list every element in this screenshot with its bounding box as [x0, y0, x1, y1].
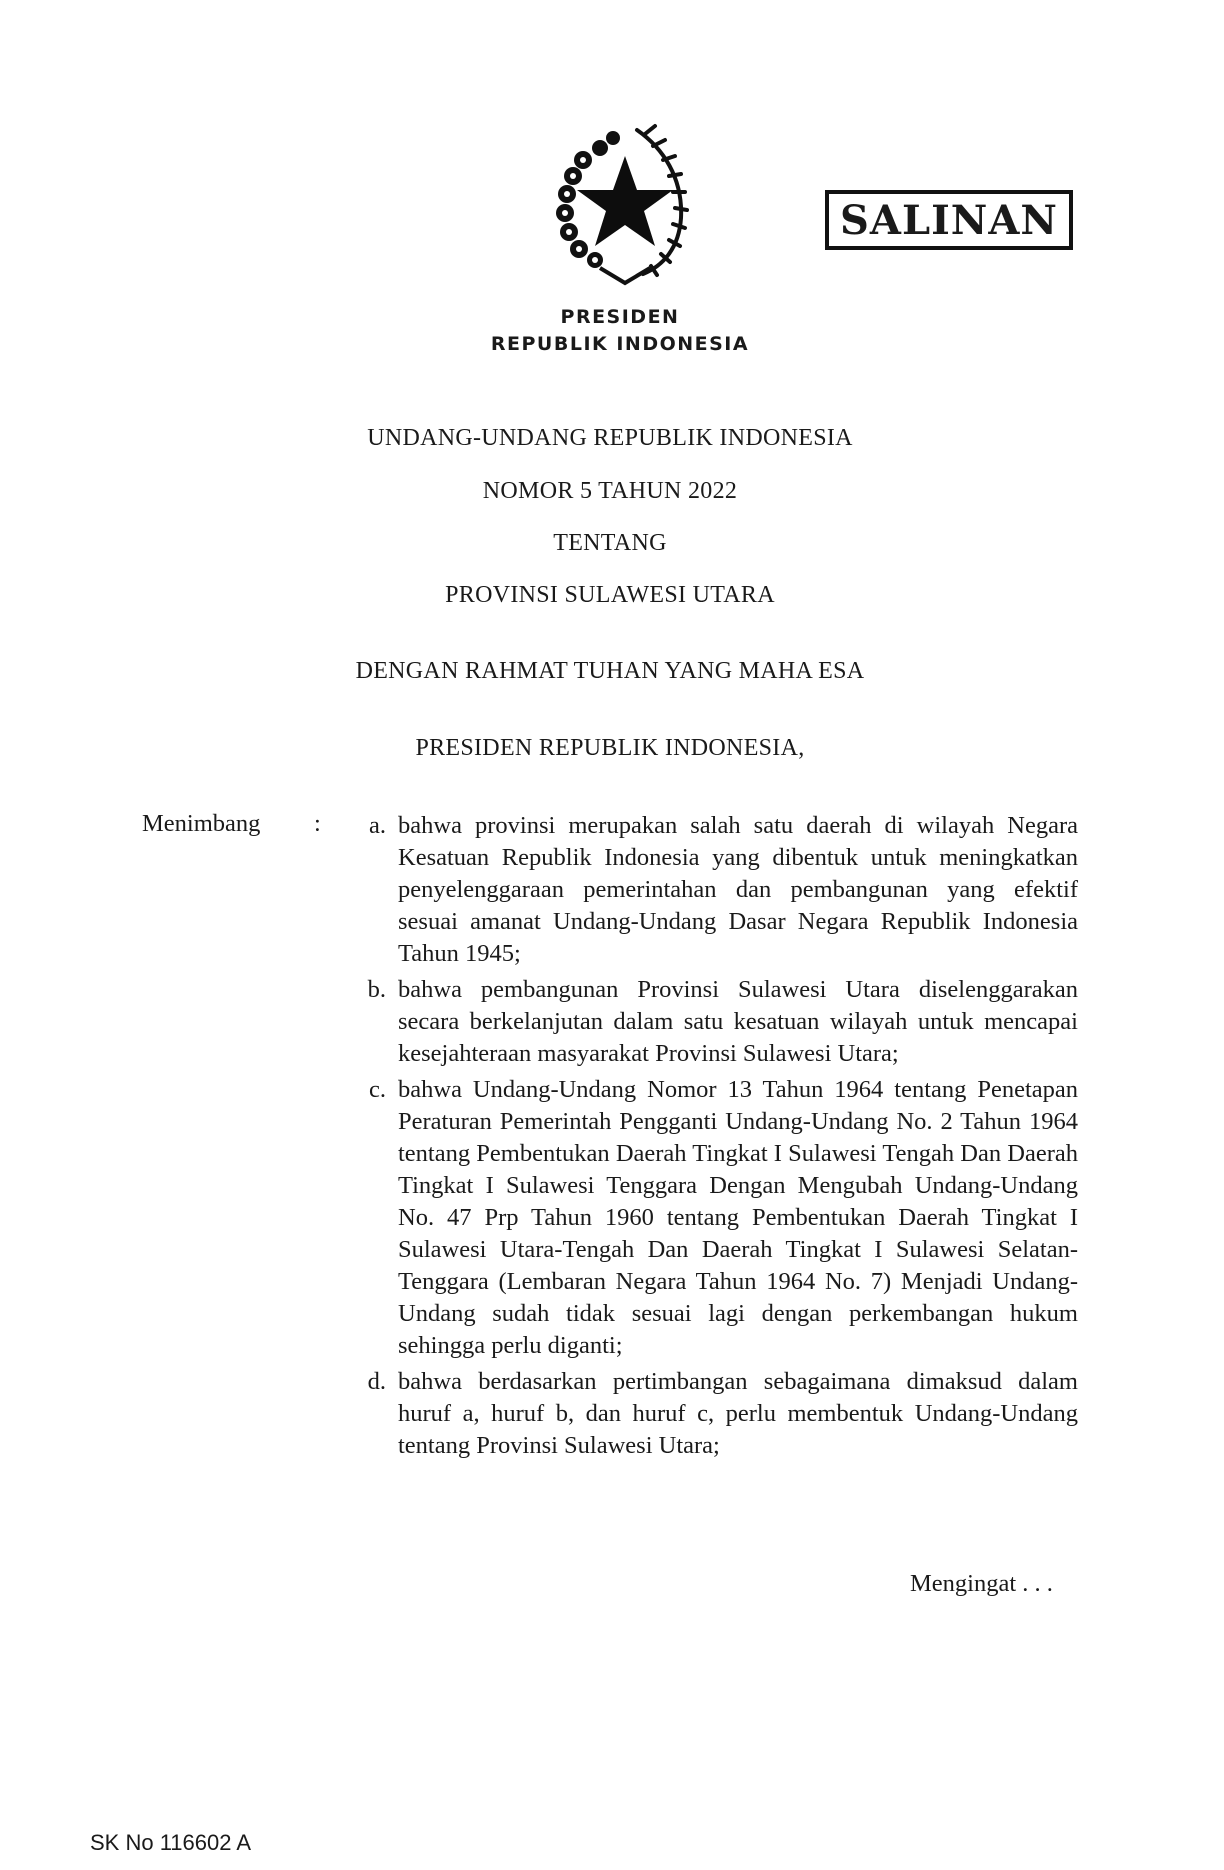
list-item	[367, 974, 1078, 1070]
item-letter: c.	[369, 1076, 386, 1103]
considerations-list	[367, 810, 1078, 1466]
presidential-seal-icon	[545, 118, 703, 288]
item-letter: d.	[367, 1368, 386, 1395]
item-text: bahwa berdasarkan pertimbangan sebagaimana dimaksud dalam huruf a, huruf b, dan huruf c, perlu membentuk Undang-Undang tentang Provinsi Sulawesi Utara;	[398, 1368, 1078, 1459]
page-continuation: Mengingat . . .	[910, 1570, 1053, 1597]
law-title-line: UNDANG-UNDANG REPUBLIK INDONESIA	[367, 425, 853, 451]
document-reference-number: SK No 116602 A	[90, 1830, 252, 1855]
item-text: bahwa Undang-Undang Nomor 13 Tahun 1964 tentang Penetapan Peraturan Pemerintah Pengganti Undang-Undang No. 2 Tahun 1964 tentang Pembentukan Daerah Tingkat I Sulawesi Tengah Dan Daerah Tingkat I Sulawesi Tenggara Dengan Mengubah Undang-Undang No. 47 Prp Tahun 1960 tentang Pembentukan Daerah Tingkat I Sulawesi Utara-Tengah Dan Daerah Tingkat I Sulawesi Selatan-Tenggara (Lembaran Negara Tahun 1964 No. 7) Menjadi Undang-Undang sudah tidak sesuai lagi dengan perkembangan hukum sehingga perlu diganti;	[398, 1076, 1078, 1359]
seal-caption-line1: PRESIDEN	[560, 306, 680, 328]
item-letter: a.	[369, 812, 386, 839]
enacting-authority: PRESIDEN REPUBLIK INDONESIA,	[415, 735, 805, 761]
list-item	[369, 810, 1078, 970]
item-letter: b.	[367, 976, 386, 1003]
list-item	[369, 1074, 1078, 1362]
seal-caption-line2: REPUBLIK INDONESIA	[490, 333, 750, 355]
salinan-stamp-text: SALINAN	[840, 196, 1058, 244]
item-text: bahwa provinsi merupakan salah satu daerah di wilayah Negara Kesatuan Republik Indonesia yang dibentuk untuk meningkatkan penyelenggaraan pemerintahan dan pembangunan yang efektif sesuai amanat Undang-Undang Dasar Negara Republik Indonesia Tahun 1945;	[398, 812, 1078, 967]
law-about-label: TENTANG	[553, 530, 667, 556]
law-number: NOMOR 5 TAHUN 2022	[482, 478, 738, 504]
item-text: bahwa pembangunan Provinsi Sulawesi Utara diselenggarakan secara berkelanjutan dalam satu kesatuan wilayah untuk mencapai kesejahteraan masyarakat Provinsi Sulawesi Utara;	[398, 976, 1078, 1067]
invocation: DENGAN RAHMAT TUHAN YANG MAHA ESA	[355, 658, 865, 684]
list-item	[367, 1366, 1078, 1462]
law-subject: PROVINSI SULAWESI UTARA	[445, 582, 775, 608]
section-label-menimbang: Menimbang	[142, 810, 261, 837]
salinan-stamp	[825, 190, 1073, 250]
section-separator: :	[314, 810, 321, 837]
